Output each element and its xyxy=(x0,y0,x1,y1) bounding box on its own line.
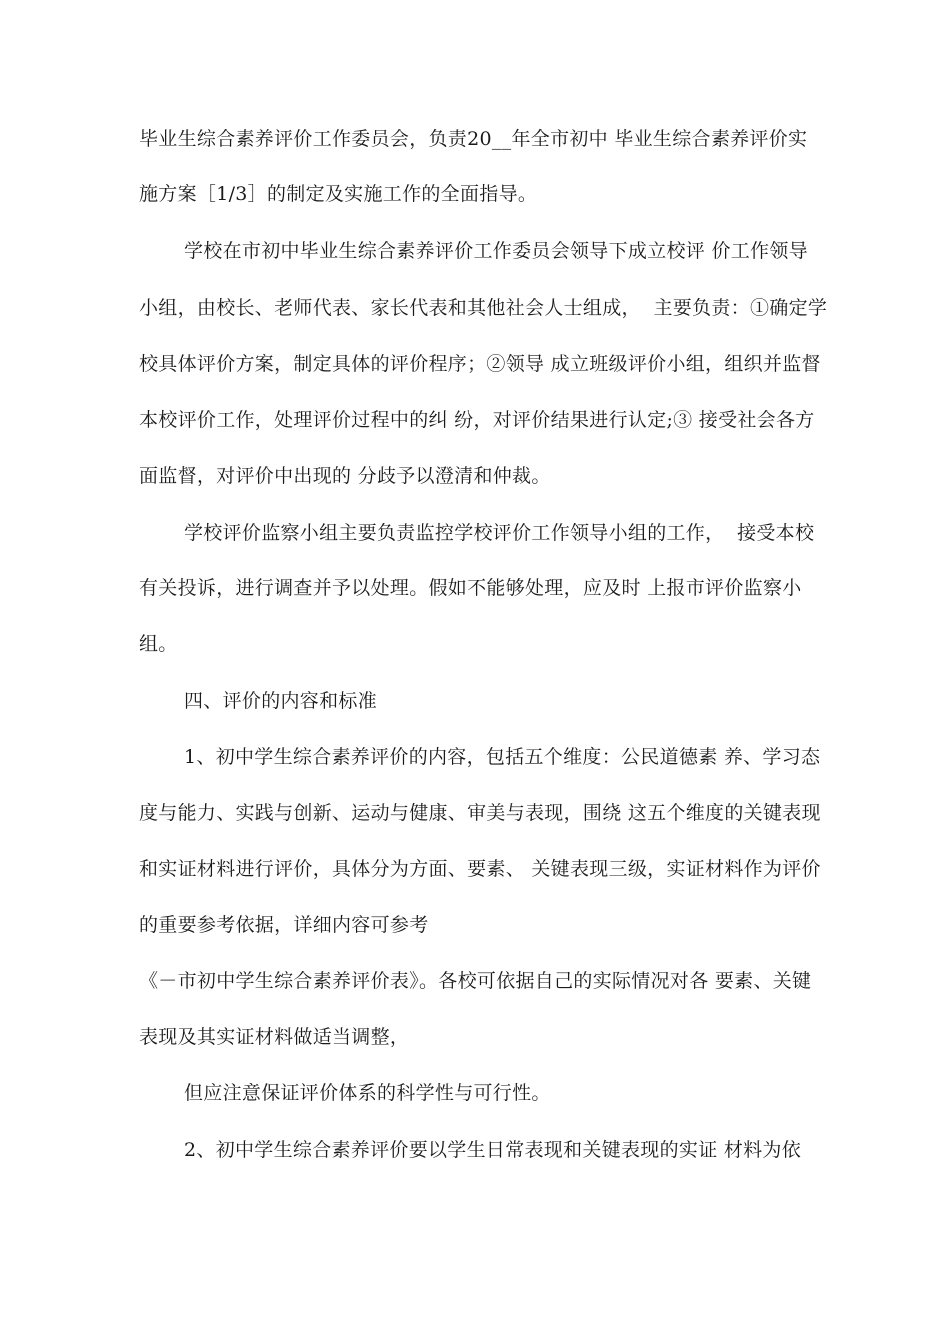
section-heading: 四、评价的内容和标准 xyxy=(184,690,378,712)
text-line: 度与能力、实践与创新、运动与健康、审美与表现，围绕 这五个维度的关键表现 xyxy=(139,802,821,824)
text-line: 面监督，对评价中出现的 分歧予以澄清和仲裁。 xyxy=(139,465,551,487)
text-line: 小组，由校长、老师代表、家长代表和其他社会人士组成， 主要负责：①确定学 xyxy=(139,297,828,319)
text-line: 2、初中学生综合素养评价要以学生日常表现和关键表现的实证 材料为依 xyxy=(184,1139,802,1161)
text-line: 组。 xyxy=(139,633,178,655)
text-line: 施方案［1/3］的制定及实施工作的全面指导。 xyxy=(139,183,538,205)
text-line: 学校在市初中毕业生综合素养评价工作委员会领导下成立校评 价工作领导 xyxy=(184,240,808,262)
text-line: 有关投诉，进行调查并予以处理。假如不能够处理，应及时 上报市评价监察小 xyxy=(139,577,802,599)
text-line: 表现及其实证材料做适当调整， xyxy=(139,1026,410,1048)
text-line: 但应注意保证评价体系的科学性与可行性。 xyxy=(184,1082,551,1104)
text-line: 的重要参考依据，详细内容可参考 xyxy=(139,914,429,936)
text-line: 和实证材料进行评价，具体分为方面、要素、 关键表现三级，实证材料作为评价 xyxy=(139,858,821,880)
text-line: 1、初中学生综合素养评价的内容，包括五个维度：公民道德素 养、学习态 xyxy=(184,746,821,768)
text-line: 校具体评价方案，制定具体的评价程序；②领导 成立班级评价小组，组织并监督 xyxy=(139,353,821,375)
text-line: 本校评价工作，处理评价过程中的纠 纷，对评价结果进行认定;③ 接受社会各方 xyxy=(139,409,815,431)
text-line: 《－市初中学生综合素养评价表》。各校可依据自己的实际情况对各 要素、关键 xyxy=(139,970,812,992)
text-line: 毕业生综合素养评价工作委员会，负责20__年全市初中 毕业生综合素养评价实 xyxy=(139,128,808,150)
text-line: 学校评价监察小组主要负责监控学校评价工作领导小组的工作， 接受本校 xyxy=(184,522,815,544)
